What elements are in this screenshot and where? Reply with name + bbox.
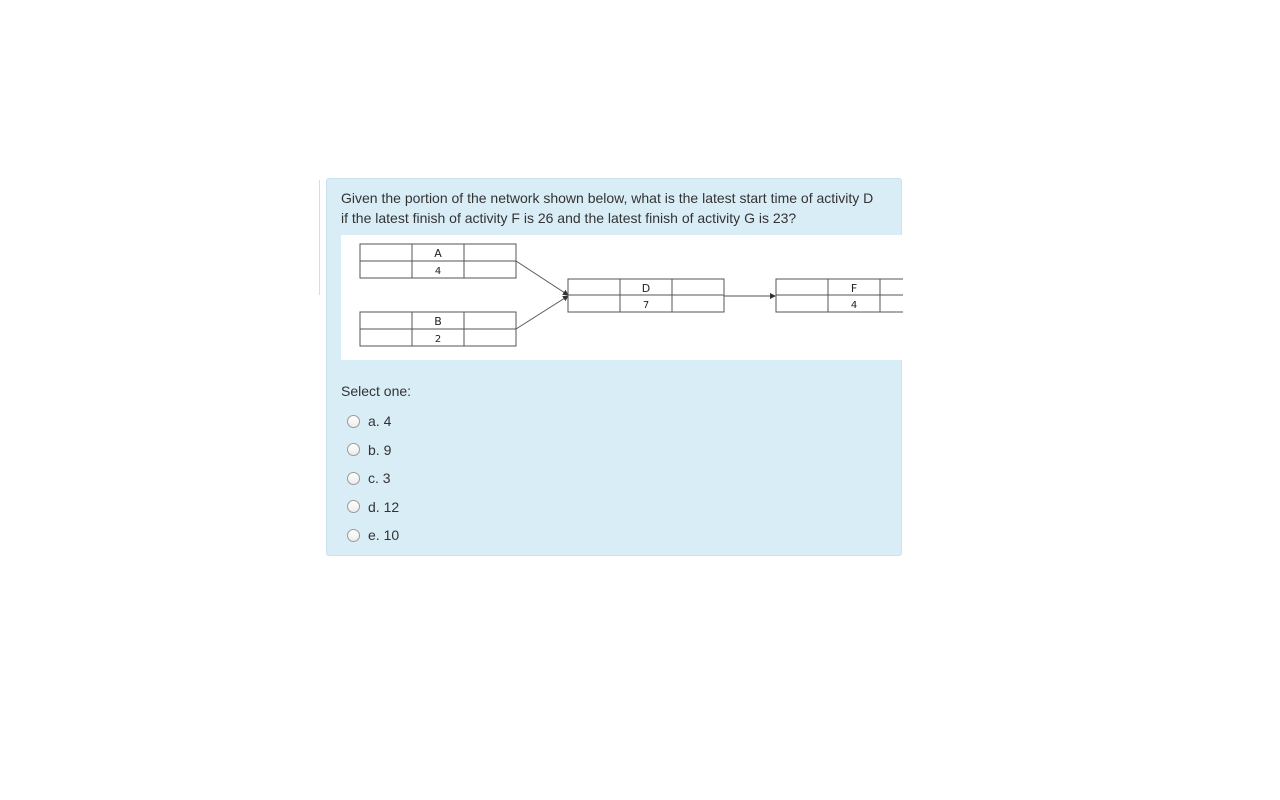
edge-a-to-d xyxy=(516,261,568,295)
side-rule xyxy=(319,180,320,295)
option-label[interactable]: c. 3 xyxy=(368,470,391,487)
node-f-label: F xyxy=(850,282,858,295)
node-a-label: A xyxy=(434,247,442,260)
edge-b-to-d xyxy=(516,296,568,329)
radio-button-icon[interactable] xyxy=(347,529,360,542)
node-f xyxy=(776,279,903,312)
option-c[interactable] xyxy=(347,464,399,493)
radio-button-icon[interactable] xyxy=(347,443,360,456)
radio-button-icon[interactable] xyxy=(347,472,360,485)
radio-button-icon[interactable] xyxy=(347,500,360,513)
network-diagram xyxy=(341,235,903,360)
option-label[interactable]: a. 4 xyxy=(368,413,392,430)
node-a xyxy=(360,244,516,278)
node-a-duration: 4 xyxy=(434,266,442,277)
option-d[interactable] xyxy=(347,493,399,522)
option-b[interactable] xyxy=(347,436,399,465)
option-a[interactable] xyxy=(347,407,399,436)
answer-options xyxy=(347,407,399,550)
node-b-label: B xyxy=(434,315,442,328)
option-label[interactable]: b. 9 xyxy=(368,441,392,458)
node-d-label: D xyxy=(641,282,651,295)
question-card xyxy=(326,178,902,556)
option-label[interactable]: e. 10 xyxy=(368,527,400,544)
node-b-duration: 2 xyxy=(434,334,442,345)
option-e[interactable] xyxy=(347,521,399,550)
node-d xyxy=(568,279,724,312)
node-d-duration: 7 xyxy=(642,300,650,311)
question-text: Given the portion of the network shown below, what is the latest start time of activity D if the latest finish of activity F is 26 and the latest finish of activity G is 23? xyxy=(341,190,874,226)
network-diagram-svg xyxy=(341,235,903,360)
radio-button-icon[interactable] xyxy=(347,415,360,428)
select-one-prompt: Select one: xyxy=(341,383,412,399)
node-f-duration: 4 xyxy=(850,300,858,311)
node-b xyxy=(360,312,516,346)
option-label[interactable]: d. 12 xyxy=(368,498,400,515)
